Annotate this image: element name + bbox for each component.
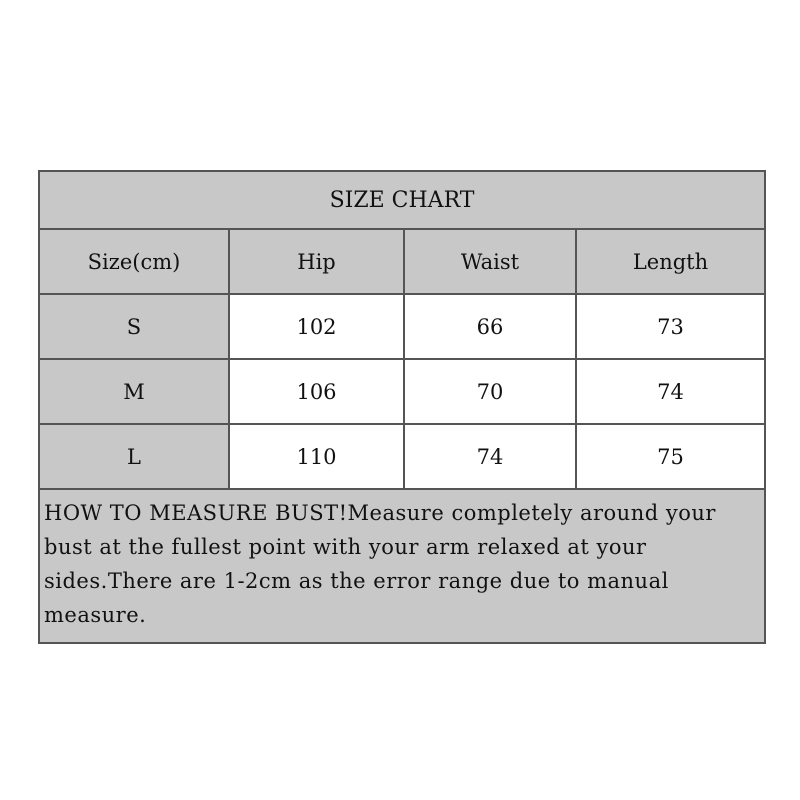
table-row [40,360,764,425]
waist-value: 70 [405,360,577,423]
header-hip: Hip [230,230,405,293]
size-label: L [40,425,230,488]
table-row [40,295,764,360]
waist-value: 66 [405,295,577,358]
size-label: M [40,360,230,423]
hip-value: 106 [230,360,405,423]
header-row [40,230,764,295]
length-value: 75 [577,425,764,488]
length-value: 73 [577,295,764,358]
header-size: Size(cm) [40,230,230,293]
header-waist: Waist [405,230,577,293]
size-label: S [40,295,230,358]
header-length: Length [577,230,764,293]
table-row [40,425,764,490]
table-title: SIZE CHART [40,172,764,230]
size-chart-table [38,170,766,644]
measure-note: HOW TO MEASURE BUST!Measure completely around your bust at the fullest point with your arm relaxed at your sides.There are 1-2cm as the error range due to manual measure. [44,501,716,627]
waist-value: 74 [405,425,577,488]
hip-value: 102 [230,295,405,358]
length-value: 74 [577,360,764,423]
hip-value: 110 [230,425,405,488]
